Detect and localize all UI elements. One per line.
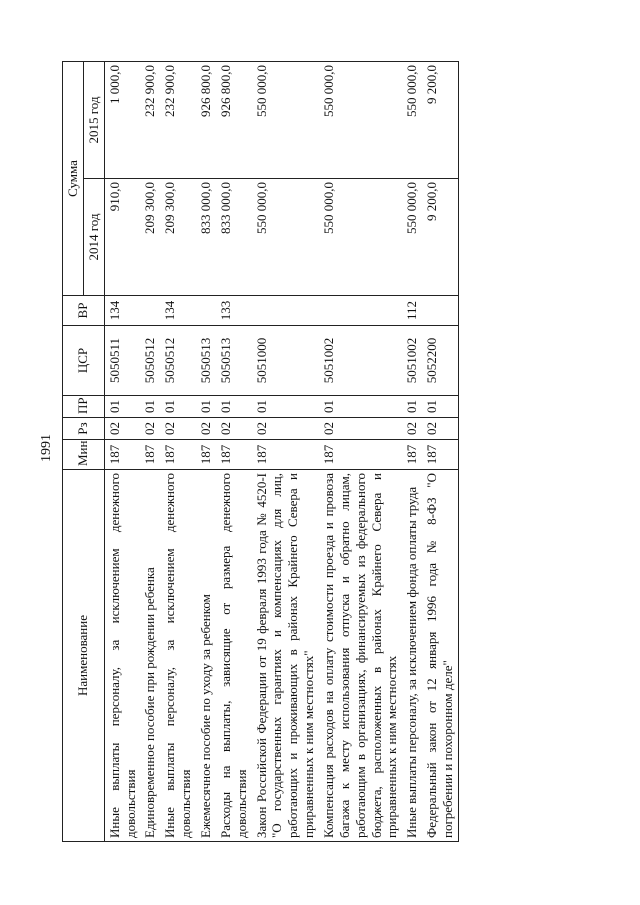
cell-name: Расходы на выплаты, зависящие от размера денежного довольствия	[216, 470, 252, 842]
header-year-2014: 2014 год	[83, 179, 104, 296]
cell-min: 187	[319, 440, 402, 470]
cell-rz: 02	[422, 418, 458, 440]
table-row	[319, 62, 402, 842]
cell-vr: 112	[402, 296, 422, 326]
table-row	[140, 62, 160, 842]
cell-csr: 5050512	[140, 326, 160, 396]
cell-y2014: 550 000,0	[319, 179, 402, 296]
cell-vr	[319, 296, 402, 326]
cell-csr: 5052200	[422, 326, 458, 396]
header-min: Мин	[63, 440, 105, 470]
cell-y2015: 232 900,0	[160, 62, 196, 179]
cell-y2015: 1 000,0	[104, 62, 140, 179]
cell-pr: 01	[140, 396, 160, 418]
cell-vr: 134	[104, 296, 140, 326]
cell-y2015: 926 800,0	[216, 62, 252, 179]
cell-pr: 01	[402, 396, 422, 418]
table-body	[104, 62, 458, 842]
cell-rz: 02	[402, 418, 422, 440]
budget-table	[62, 61, 459, 842]
cell-y2015: 550 000,0	[252, 62, 319, 179]
cell-y2014: 550 000,0	[252, 179, 319, 296]
cell-y2014: 9 200,0	[422, 179, 458, 296]
header-sum: Сумма	[63, 62, 84, 296]
cell-rz: 02	[196, 418, 216, 440]
cell-pr: 01	[104, 396, 140, 418]
cell-y2015: 9 200,0	[422, 62, 458, 179]
cell-rz: 02	[216, 418, 252, 440]
cell-min: 187	[402, 440, 422, 470]
cell-name: Компенсация расходов на оплату стоимости проезда и провоза багажа к месту использования отпуска и обратно лицам, работающим в организациях, финансируемых из федерального бюджета, расположенных в районах Крайнего Севера и приравненных к ним местностях	[319, 470, 402, 842]
cell-y2014: 833 000,0	[196, 179, 216, 296]
cell-min: 187	[252, 440, 319, 470]
cell-min: 187	[104, 440, 140, 470]
table-row	[216, 62, 252, 842]
cell-name: Иные выплаты персоналу, за исключением денежного довольствия	[160, 470, 196, 842]
cell-vr: 133	[216, 296, 252, 326]
cell-name: Иные выплаты персоналу, за исключением фонда оплаты труда	[402, 470, 422, 842]
header-pr: ПР	[63, 396, 105, 418]
cell-min: 187	[160, 440, 196, 470]
cell-pr: 01	[216, 396, 252, 418]
cell-pr: 01	[319, 396, 402, 418]
cell-min: 187	[216, 440, 252, 470]
cell-vr	[196, 296, 216, 326]
cell-name: Закон Российской Федерации от 19 февраля 1993 года № 4520-I "О государственных гарантиях и компенсациях для лиц, работающих и проживающих в районах Крайнего Севера и приравненных к ним местностях"	[252, 470, 319, 842]
cell-rz: 02	[140, 418, 160, 440]
cell-name: Федеральный закон от 12 января 1996 года № 8-ФЗ "О погребении и похоронном деле"	[422, 470, 458, 842]
cell-y2014: 209 300,0	[160, 179, 196, 296]
header-name: Наименование	[63, 470, 105, 842]
cell-y2014: 550 000,0	[402, 179, 422, 296]
cell-csr: 5050513	[216, 326, 252, 396]
cell-name: Единовременное пособие при рождении ребенка	[140, 470, 160, 842]
cell-rz: 02	[104, 418, 140, 440]
cell-rz: 02	[160, 418, 196, 440]
cell-vr: 134	[160, 296, 196, 326]
cell-csr: 5051002	[319, 326, 402, 396]
cell-rz: 02	[319, 418, 402, 440]
cell-pr: 01	[160, 396, 196, 418]
cell-csr: 5051002	[402, 326, 422, 396]
rotated-page-content	[62, 62, 562, 842]
cell-pr: 01	[196, 396, 216, 418]
cell-vr	[422, 296, 458, 326]
header-rz: Рз	[63, 418, 105, 440]
table-row	[104, 62, 140, 842]
cell-vr	[140, 296, 160, 326]
cell-csr: 5050513	[196, 326, 216, 396]
cell-csr: 5051000	[252, 326, 319, 396]
table-row	[402, 62, 422, 842]
cell-y2015: 550 000,0	[402, 62, 422, 179]
cell-name: Иные выплаты персоналу, за исключением денежного довольствия	[104, 470, 140, 842]
cell-y2014: 910,0	[104, 179, 140, 296]
table-row	[196, 62, 216, 842]
cell-y2014: 209 300,0	[140, 179, 160, 296]
cell-rz: 02	[252, 418, 319, 440]
table-row	[422, 62, 458, 842]
cell-name: Ежемесячное пособие по уходу за ребенком	[196, 470, 216, 842]
cell-min: 187	[196, 440, 216, 470]
cell-pr: 01	[422, 396, 458, 418]
cell-y2014: 833 000,0	[216, 179, 252, 296]
header-year-2015: 2015 год	[83, 62, 104, 179]
cell-vr	[252, 296, 319, 326]
page-number: 1991	[39, 434, 54, 462]
cell-csr: 5050512	[160, 326, 196, 396]
header-csr: ЦСР	[63, 326, 105, 396]
cell-min: 187	[422, 440, 458, 470]
cell-pr: 01	[252, 396, 319, 418]
cell-y2015: 926 800,0	[196, 62, 216, 179]
cell-y2015: 550 000,0	[319, 62, 402, 179]
header-vr: ВР	[63, 296, 105, 326]
table-header	[63, 62, 105, 842]
cell-csr: 5050511	[104, 326, 140, 396]
cell-y2015: 232 900,0	[140, 62, 160, 179]
table-row	[160, 62, 196, 842]
table-row	[252, 62, 319, 842]
cell-min: 187	[140, 440, 160, 470]
